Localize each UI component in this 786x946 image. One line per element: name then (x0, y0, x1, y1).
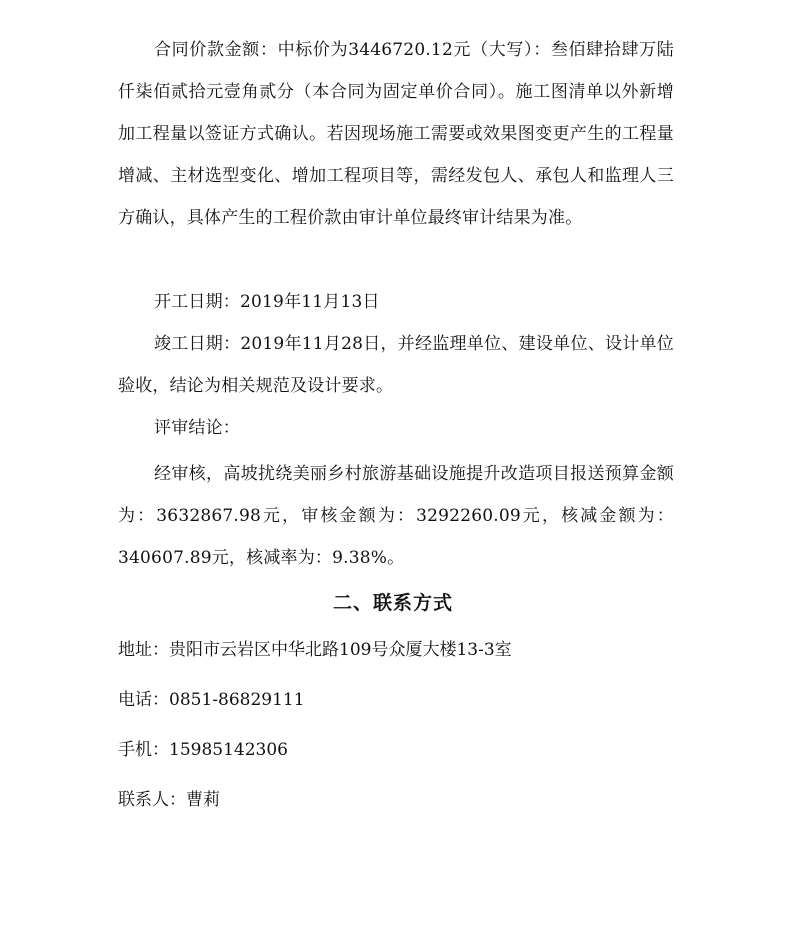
contact-section-heading: 二、联系方式 (332, 592, 453, 614)
phone-line: 电话：0851-86829111 (118, 690, 305, 710)
review-conclusion-label: 评审结论： (154, 418, 240, 438)
review-conclusion-paragraph: 经审核，高坡扰绕美丽乡村旅游基础设施提升改造项目报送预算金额为：3632867.98元，审核金额为：3292260.09元，核减金额为：340607.89元，核减率为：9.38%。 (118, 464, 674, 568)
mobile-line: 手机：15985142306 (118, 740, 288, 760)
address-line: 地址：贵阳市云岩区中华北路109号众厦大楼13-3室 (118, 640, 512, 660)
contact-person-line: 联系人：曹莉 (118, 790, 220, 810)
start-date-line: 开工日期：2019年11月13日 (154, 292, 380, 312)
contract-price-paragraph: 合同价款金额：中标价为3446720.12元（大写）：叁佰肆拾肆万陆仟柒佰贰拾元壹角贰分（本合同为固定单价合同）。施工图清单以外新增加工程量以签证方式确认。若因现场施工需要或效果图变更产生的工程量增减、主材选型变化、增加工程项目等，需经发包人、承包人和监理人三方确认，具体产生的工程价款由审计单位最终审计结果为准。 (118, 40, 674, 228)
completion-date-paragraph: 竣工日期：2019年11月28日，并经监理单位、建设单位、设计单位验收，结论为相关规范及设计要求。 (118, 334, 674, 396)
